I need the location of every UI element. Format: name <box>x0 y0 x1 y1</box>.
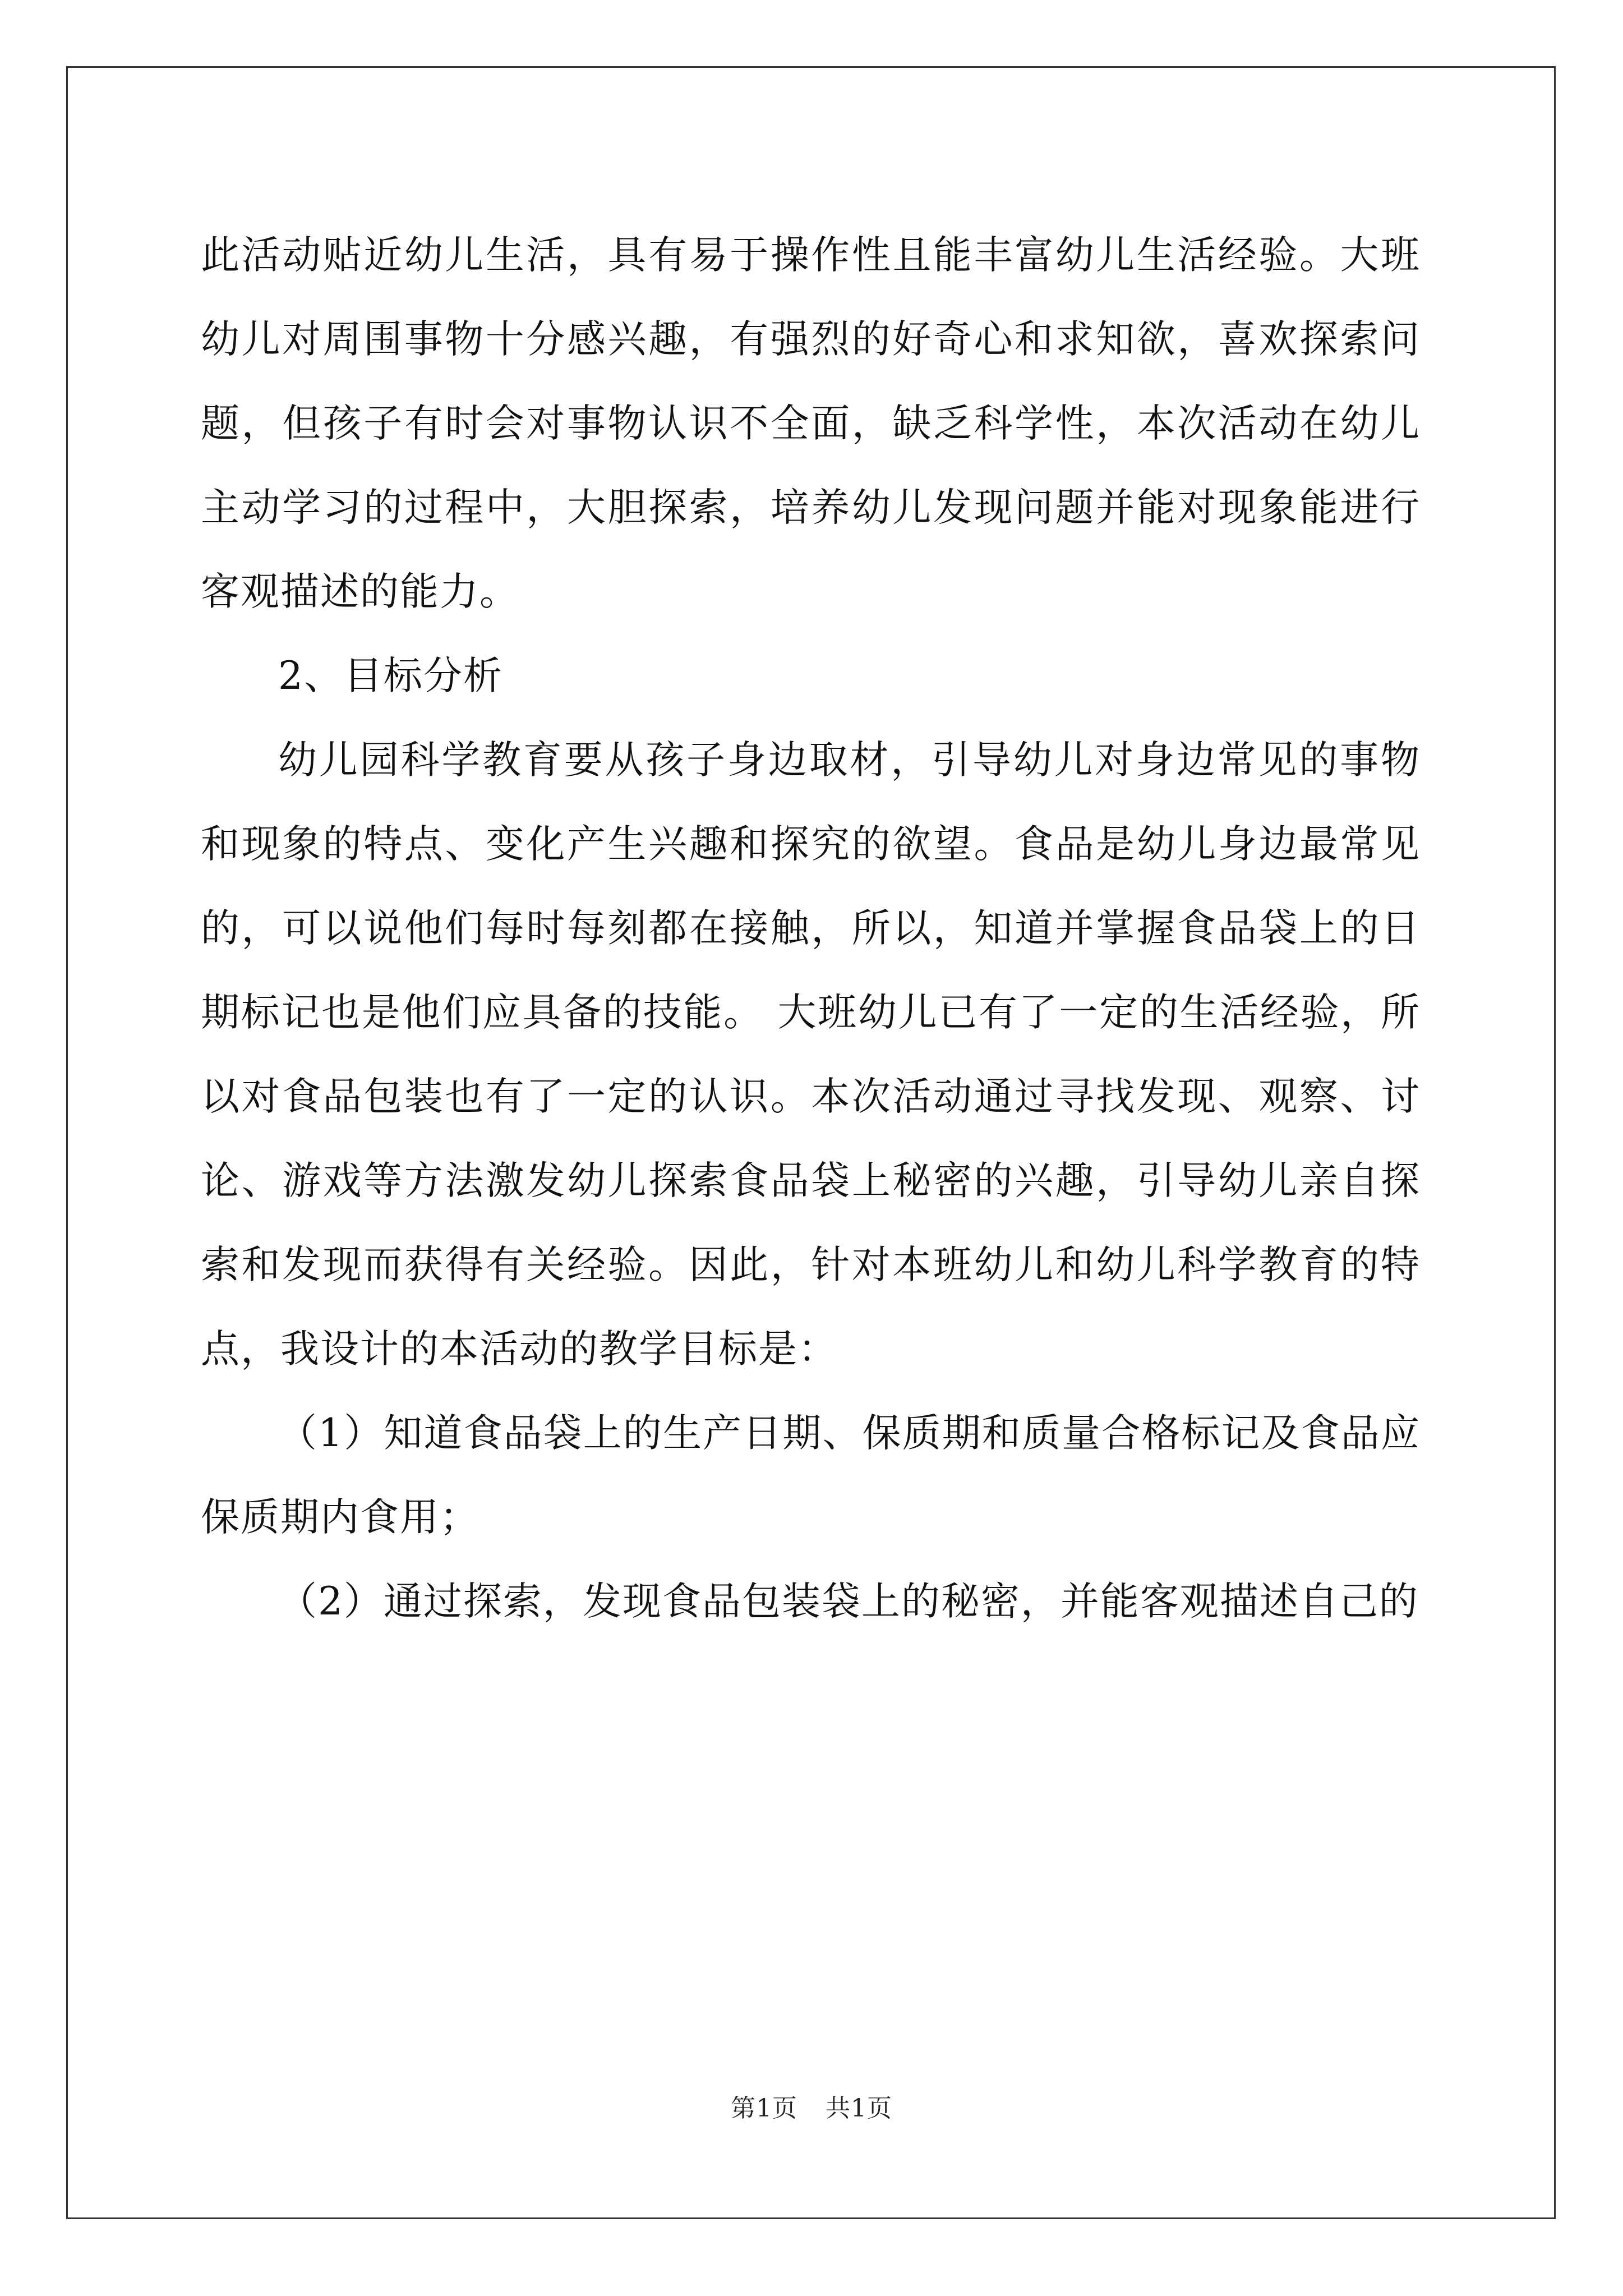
paragraph-goal-analysis: 幼儿园科学教育要从孩子身边取材，引导幼儿对身边常见的事物和现象的特点、变化产生兴趣和探究的欲望。食品是幼儿身边最常见的，可以说他们每时每刻都在接触，所以，知道并掌握食品袋上的日期标记也是他们应具备的技能。 大班幼儿已有了一定的生活经验，所以对食品包装也有了一定的认识。本次活动通过寻找发现、观察、讨论、游戏等方法激发幼儿探索食品袋上秘密的兴趣，引导幼儿亲自探索和发现而获得有关经验。因此，针对本班幼儿和幼儿科学教育的特点，我设计的本活动的教学目标是： <box>201 738 1421 1372</box>
page-footer <box>0 2088 1623 2124</box>
page-total: 共1页 <box>826 2094 892 2123</box>
section-heading-goal-analysis: 2、目标分析 <box>278 654 503 698</box>
paragraph-goal-1: （1）知道食品袋上的生产日期、保质期和质量合格标记及食品应保质期内食用； <box>201 1411 1421 1540</box>
paragraph-goal-2: （2）通过探索，发现食品包装袋上的秘密，并能客观描述自己的 <box>278 1579 1419 1624</box>
paragraph-intro: 此活动贴近幼儿生活，具有易于操作性且能丰富幼儿生活经验。大班幼儿对周围事物十分感兴趣，有强烈的好奇心和求知欲，喜欢探索问题，但孩子有时会对事物认识不全面，缺乏科学性，本次活动在幼儿主动学习的过程中，大胆探索，培养幼儿发现问题并能对现象能进行客观描述的能力。 <box>201 233 1421 614</box>
page-number: 第1页 <box>731 2094 797 2123</box>
document-body <box>201 213 1421 1644</box>
